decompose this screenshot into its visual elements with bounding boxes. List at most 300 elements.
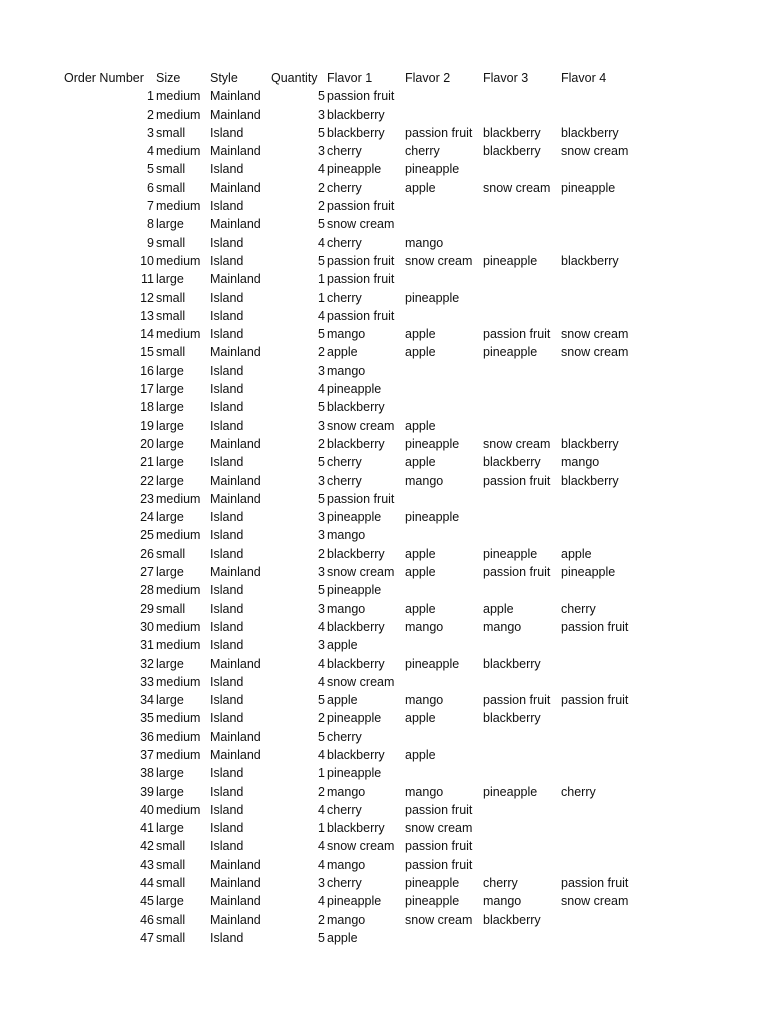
quantity-cell: 2 bbox=[318, 345, 325, 360]
quantity-cell: 2 bbox=[318, 180, 325, 195]
flavor-1-cell: pineapple bbox=[327, 510, 382, 525]
table-row bbox=[0, 325, 768, 343]
style-cell: Island bbox=[210, 199, 244, 214]
size-cell: medium bbox=[156, 253, 201, 268]
style-cell: Island bbox=[210, 253, 244, 268]
quantity-cell: 3 bbox=[318, 638, 325, 653]
flavor-3-cell: blackberry bbox=[483, 912, 541, 927]
style-cell: Mainland bbox=[210, 894, 261, 909]
order-number-cell: 7 bbox=[147, 199, 154, 214]
size-cell: small bbox=[156, 930, 186, 945]
flavor-2-cell: cherry bbox=[405, 144, 440, 159]
size-cell: large bbox=[156, 565, 184, 580]
flavor-3-cell: passion fruit bbox=[483, 565, 551, 580]
size-cell: small bbox=[156, 125, 186, 140]
size-cell: medium bbox=[156, 199, 201, 214]
quantity-cell: 3 bbox=[318, 144, 325, 159]
style-cell: Island bbox=[210, 674, 244, 689]
flavor-1-cell: snow cream bbox=[327, 839, 395, 854]
flavor-4-cell: passion fruit bbox=[561, 876, 629, 891]
flavor-1-cell: apple bbox=[327, 345, 358, 360]
flavor-1-cell: pineapple bbox=[327, 894, 382, 909]
style-cell: Mainland bbox=[210, 144, 261, 159]
flavor-4-cell: pineapple bbox=[561, 565, 616, 580]
style-cell: Island bbox=[210, 290, 244, 305]
flavor-1-cell: snow cream bbox=[327, 418, 395, 433]
quantity-cell: 5 bbox=[318, 583, 325, 598]
order-number-cell: 39 bbox=[140, 784, 154, 799]
header-flavor-4: Flavor 4 bbox=[561, 71, 607, 85]
flavor-1-cell: passion fruit bbox=[327, 308, 395, 323]
style-cell: Island bbox=[210, 711, 244, 726]
table-row bbox=[0, 289, 768, 307]
flavor-4-cell: cherry bbox=[561, 784, 596, 799]
order-number-cell: 45 bbox=[140, 894, 154, 909]
flavor-2-cell: passion fruit bbox=[405, 857, 473, 872]
quantity-cell: 5 bbox=[318, 930, 325, 945]
flavor-2-cell: pineapple bbox=[405, 162, 460, 177]
flavor-2-cell: apple bbox=[405, 418, 436, 433]
size-cell: medium bbox=[156, 144, 201, 159]
order-number-cell: 3 bbox=[147, 125, 154, 140]
table-row bbox=[0, 472, 768, 490]
flavor-4-cell: pineapple bbox=[561, 180, 616, 195]
style-cell: Island bbox=[210, 930, 244, 945]
quantity-cell: 5 bbox=[318, 455, 325, 470]
order-number-cell: 35 bbox=[140, 711, 154, 726]
flavor-2-cell: pineapple bbox=[405, 656, 460, 671]
size-cell: medium bbox=[156, 89, 201, 104]
table-row bbox=[0, 270, 768, 288]
flavor-1-cell: snow cream bbox=[327, 565, 395, 580]
style-cell: Island bbox=[210, 784, 244, 799]
order-number-cell: 18 bbox=[140, 400, 154, 415]
flavor-4-cell: snow cream bbox=[561, 144, 629, 159]
style-cell: Mainland bbox=[210, 217, 261, 232]
quantity-cell: 1 bbox=[318, 766, 325, 781]
table-row bbox=[0, 783, 768, 801]
size-cell: small bbox=[156, 601, 186, 616]
size-cell: large bbox=[156, 272, 184, 287]
style-cell: Mainland bbox=[210, 565, 261, 580]
flavor-1-cell: passion fruit bbox=[327, 199, 395, 214]
size-cell: large bbox=[156, 821, 184, 836]
size-cell: large bbox=[156, 363, 184, 378]
quantity-cell: 3 bbox=[318, 528, 325, 543]
style-cell: Island bbox=[210, 382, 244, 397]
quantity-cell: 3 bbox=[318, 418, 325, 433]
table-row bbox=[0, 563, 768, 581]
table-row bbox=[0, 234, 768, 252]
size-cell: medium bbox=[156, 638, 201, 653]
style-cell: Island bbox=[210, 839, 244, 854]
size-cell: large bbox=[156, 400, 184, 415]
flavor-2-cell: mango bbox=[405, 235, 444, 250]
size-cell: medium bbox=[156, 619, 201, 634]
flavor-2-cell: snow cream bbox=[405, 912, 473, 927]
flavor-2-cell: mango bbox=[405, 473, 444, 488]
size-cell: small bbox=[156, 308, 186, 323]
flavor-2-cell: passion fruit bbox=[405, 839, 473, 854]
header-row bbox=[0, 69, 768, 87]
flavor-4-cell: snow cream bbox=[561, 894, 629, 909]
order-number-cell: 43 bbox=[140, 857, 154, 872]
flavor-4-cell: blackberry bbox=[561, 436, 619, 451]
flavor-2-cell: pineapple bbox=[405, 876, 460, 891]
flavor-1-cell: cherry bbox=[327, 290, 362, 305]
table-row bbox=[0, 526, 768, 544]
size-cell: medium bbox=[156, 528, 201, 543]
size-cell: large bbox=[156, 436, 184, 451]
table-row bbox=[0, 691, 768, 709]
header-size: Size bbox=[156, 71, 181, 85]
table-row bbox=[0, 197, 768, 215]
quantity-cell: 4 bbox=[318, 308, 325, 323]
order-number-cell: 30 bbox=[140, 619, 154, 634]
flavor-4-cell: passion fruit bbox=[561, 619, 629, 634]
order-number-cell: 22 bbox=[140, 473, 154, 488]
flavor-3-cell: mango bbox=[483, 619, 522, 634]
table-row bbox=[0, 490, 768, 508]
flavor-4-cell: blackberry bbox=[561, 125, 619, 140]
flavor-3-cell: blackberry bbox=[483, 656, 541, 671]
order-number-cell: 47 bbox=[140, 930, 154, 945]
quantity-cell: 2 bbox=[318, 546, 325, 561]
flavor-1-cell: blackberry bbox=[327, 125, 385, 140]
table-row bbox=[0, 343, 768, 361]
flavor-1-cell: blackberry bbox=[327, 400, 385, 415]
quantity-cell: 3 bbox=[318, 565, 325, 580]
table-row bbox=[0, 142, 768, 160]
order-number-cell: 10 bbox=[140, 253, 154, 268]
size-cell: small bbox=[156, 857, 186, 872]
header-flavor-2: Flavor 2 bbox=[405, 71, 451, 85]
flavor-3-cell: cherry bbox=[483, 876, 518, 891]
order-number-cell: 29 bbox=[140, 601, 154, 616]
flavor-4-cell: blackberry bbox=[561, 473, 619, 488]
order-number-cell: 23 bbox=[140, 491, 154, 506]
size-cell: medium bbox=[156, 747, 201, 762]
quantity-cell: 4 bbox=[318, 674, 325, 689]
order-number-cell: 41 bbox=[140, 821, 154, 836]
order-number-cell: 9 bbox=[147, 235, 154, 250]
flavor-4-cell: passion fruit bbox=[561, 693, 629, 708]
size-cell: large bbox=[156, 693, 184, 708]
flavor-3-cell: passion fruit bbox=[483, 473, 551, 488]
size-cell: large bbox=[156, 382, 184, 397]
flavor-4-cell: apple bbox=[561, 546, 592, 561]
flavor-3-cell: blackberry bbox=[483, 455, 541, 470]
flavor-1-cell: mango bbox=[327, 528, 366, 543]
flavor-2-cell: mango bbox=[405, 693, 444, 708]
size-cell: large bbox=[156, 766, 184, 781]
flavor-3-cell: passion fruit bbox=[483, 693, 551, 708]
quantity-cell: 5 bbox=[318, 253, 325, 268]
style-cell: Island bbox=[210, 235, 244, 250]
flavor-2-cell: mango bbox=[405, 784, 444, 799]
size-cell: large bbox=[156, 894, 184, 909]
order-number-cell: 8 bbox=[147, 217, 154, 232]
quantity-cell: 5 bbox=[318, 491, 325, 506]
style-cell: Island bbox=[210, 821, 244, 836]
order-number-cell: 36 bbox=[140, 729, 154, 744]
quantity-cell: 5 bbox=[318, 693, 325, 708]
table-row bbox=[0, 508, 768, 526]
quantity-cell: 3 bbox=[318, 107, 325, 122]
quantity-cell: 1 bbox=[318, 821, 325, 836]
size-cell: large bbox=[156, 217, 184, 232]
table-row bbox=[0, 911, 768, 929]
table-row bbox=[0, 746, 768, 764]
flavor-1-cell: blackberry bbox=[327, 546, 385, 561]
size-cell: medium bbox=[156, 327, 201, 342]
flavor-2-cell: pineapple bbox=[405, 290, 460, 305]
order-number-cell: 13 bbox=[140, 308, 154, 323]
quantity-cell: 5 bbox=[318, 89, 325, 104]
table-row bbox=[0, 892, 768, 910]
table-row bbox=[0, 856, 768, 874]
flavor-1-cell: cherry bbox=[327, 455, 362, 470]
table-row bbox=[0, 636, 768, 654]
flavor-2-cell: apple bbox=[405, 180, 436, 195]
style-cell: Island bbox=[210, 327, 244, 342]
flavor-2-cell: pineapple bbox=[405, 510, 460, 525]
flavor-1-cell: pineapple bbox=[327, 162, 382, 177]
flavor-1-cell: passion fruit bbox=[327, 272, 395, 287]
flavor-1-cell: pineapple bbox=[327, 583, 382, 598]
flavor-3-cell: passion fruit bbox=[483, 327, 551, 342]
flavor-3-cell: blackberry bbox=[483, 144, 541, 159]
size-cell: small bbox=[156, 912, 186, 927]
table-row bbox=[0, 215, 768, 233]
size-cell: small bbox=[156, 290, 186, 305]
order-number-cell: 46 bbox=[140, 912, 154, 927]
flavor-4-cell: mango bbox=[561, 455, 600, 470]
flavor-4-cell: blackberry bbox=[561, 253, 619, 268]
flavor-3-cell: pineapple bbox=[483, 253, 538, 268]
style-cell: Island bbox=[210, 528, 244, 543]
style-cell: Island bbox=[210, 125, 244, 140]
flavor-1-cell: pineapple bbox=[327, 711, 382, 726]
quantity-cell: 2 bbox=[318, 436, 325, 451]
size-cell: medium bbox=[156, 107, 201, 122]
style-cell: Island bbox=[210, 308, 244, 323]
style-cell: Island bbox=[210, 766, 244, 781]
table-row bbox=[0, 709, 768, 727]
quantity-cell: 4 bbox=[318, 619, 325, 634]
table-row bbox=[0, 581, 768, 599]
style-cell: Island bbox=[210, 455, 244, 470]
table-row bbox=[0, 453, 768, 471]
flavor-3-cell: blackberry bbox=[483, 711, 541, 726]
quantity-cell: 5 bbox=[318, 327, 325, 342]
flavor-3-cell: snow cream bbox=[483, 436, 551, 451]
quantity-cell: 3 bbox=[318, 510, 325, 525]
flavor-2-cell: snow cream bbox=[405, 253, 473, 268]
flavor-1-cell: apple bbox=[327, 930, 358, 945]
style-cell: Mainland bbox=[210, 857, 261, 872]
flavor-2-cell: passion fruit bbox=[405, 125, 473, 140]
order-number-cell: 6 bbox=[147, 180, 154, 195]
flavor-1-cell: passion fruit bbox=[327, 253, 395, 268]
style-cell: Mainland bbox=[210, 436, 261, 451]
quantity-cell: 3 bbox=[318, 473, 325, 488]
order-number-cell: 42 bbox=[140, 839, 154, 854]
table-row bbox=[0, 124, 768, 142]
order-number-cell: 27 bbox=[140, 565, 154, 580]
quantity-cell: 4 bbox=[318, 235, 325, 250]
order-number-cell: 20 bbox=[140, 436, 154, 451]
order-number-cell: 28 bbox=[140, 583, 154, 598]
header-style: Style bbox=[210, 71, 238, 85]
quantity-cell: 4 bbox=[318, 382, 325, 397]
style-cell: Island bbox=[210, 638, 244, 653]
style-cell: Island bbox=[210, 601, 244, 616]
table-row bbox=[0, 819, 768, 837]
table-row bbox=[0, 160, 768, 178]
quantity-cell: 4 bbox=[318, 802, 325, 817]
flavor-2-cell: snow cream bbox=[405, 821, 473, 836]
style-cell: Mainland bbox=[210, 272, 261, 287]
quantity-cell: 4 bbox=[318, 839, 325, 854]
style-cell: Mainland bbox=[210, 89, 261, 104]
flavor-1-cell: mango bbox=[327, 857, 366, 872]
flavor-1-cell: snow cream bbox=[327, 217, 395, 232]
style-cell: Island bbox=[210, 418, 244, 433]
table-row bbox=[0, 673, 768, 691]
table-row bbox=[0, 417, 768, 435]
size-cell: medium bbox=[156, 711, 201, 726]
order-number-cell: 33 bbox=[140, 674, 154, 689]
header-quantity: Quantity bbox=[271, 71, 318, 85]
table-row bbox=[0, 307, 768, 325]
flavor-2-cell: apple bbox=[405, 601, 436, 616]
style-cell: Mainland bbox=[210, 473, 261, 488]
header-flavor-1: Flavor 1 bbox=[327, 71, 373, 85]
table-row bbox=[0, 764, 768, 782]
style-cell: Mainland bbox=[210, 656, 261, 671]
header-order-number: Order Number bbox=[64, 71, 144, 85]
quantity-cell: 3 bbox=[318, 876, 325, 891]
flavor-1-cell: blackberry bbox=[327, 619, 385, 634]
flavor-1-cell: cherry bbox=[327, 876, 362, 891]
order-number-cell: 4 bbox=[147, 144, 154, 159]
table-row bbox=[0, 435, 768, 453]
flavor-3-cell: apple bbox=[483, 601, 514, 616]
header-flavor-3: Flavor 3 bbox=[483, 71, 529, 85]
table-row bbox=[0, 106, 768, 124]
size-cell: large bbox=[156, 510, 184, 525]
order-number-cell: 25 bbox=[140, 528, 154, 543]
table-row bbox=[0, 398, 768, 416]
flavor-4-cell: cherry bbox=[561, 601, 596, 616]
size-cell: medium bbox=[156, 491, 201, 506]
flavor-1-cell: cherry bbox=[327, 473, 362, 488]
order-number-cell: 40 bbox=[140, 802, 154, 817]
size-cell: small bbox=[156, 162, 186, 177]
flavor-1-cell: blackberry bbox=[327, 107, 385, 122]
flavor-3-cell: snow cream bbox=[483, 180, 551, 195]
size-cell: small bbox=[156, 876, 186, 891]
flavor-4-cell: snow cream bbox=[561, 345, 629, 360]
style-cell: Mainland bbox=[210, 107, 261, 122]
flavor-3-cell: pineapple bbox=[483, 345, 538, 360]
size-cell: medium bbox=[156, 802, 201, 817]
style-cell: Island bbox=[210, 400, 244, 415]
flavor-3-cell: pineapple bbox=[483, 784, 538, 799]
table-row bbox=[0, 618, 768, 636]
style-cell: Island bbox=[210, 546, 244, 561]
size-cell: small bbox=[156, 546, 186, 561]
order-number-cell: 1 bbox=[147, 89, 154, 104]
order-number-cell: 2 bbox=[147, 107, 154, 122]
size-cell: large bbox=[156, 473, 184, 488]
order-number-cell: 32 bbox=[140, 656, 154, 671]
quantity-cell: 5 bbox=[318, 400, 325, 415]
table-row bbox=[0, 801, 768, 819]
quantity-cell: 4 bbox=[318, 162, 325, 177]
flavor-1-cell: blackberry bbox=[327, 656, 385, 671]
table-row bbox=[0, 362, 768, 380]
order-number-cell: 34 bbox=[140, 693, 154, 708]
quantity-cell: 4 bbox=[318, 747, 325, 762]
flavor-4-cell: snow cream bbox=[561, 327, 629, 342]
flavor-1-cell: snow cream bbox=[327, 674, 395, 689]
size-cell: small bbox=[156, 345, 186, 360]
quantity-cell: 1 bbox=[318, 290, 325, 305]
order-number-cell: 11 bbox=[141, 272, 154, 287]
style-cell: Island bbox=[210, 583, 244, 598]
size-cell: medium bbox=[156, 583, 201, 598]
table-row bbox=[0, 380, 768, 398]
size-cell: large bbox=[156, 784, 184, 799]
flavor-1-cell: pineapple bbox=[327, 382, 382, 397]
order-number-cell: 26 bbox=[140, 546, 154, 561]
order-sheet bbox=[0, 69, 768, 947]
flavor-2-cell: apple bbox=[405, 565, 436, 580]
table-row bbox=[0, 728, 768, 746]
order-number-cell: 37 bbox=[140, 747, 154, 762]
size-cell: small bbox=[156, 180, 186, 195]
size-cell: medium bbox=[156, 674, 201, 689]
table-row bbox=[0, 600, 768, 618]
quantity-cell: 5 bbox=[318, 217, 325, 232]
style-cell: Mainland bbox=[210, 729, 261, 744]
flavor-2-cell: apple bbox=[405, 711, 436, 726]
flavor-2-cell: apple bbox=[405, 345, 436, 360]
flavor-2-cell: apple bbox=[405, 327, 436, 342]
style-cell: Mainland bbox=[210, 345, 261, 360]
quantity-cell: 2 bbox=[318, 784, 325, 799]
quantity-cell: 3 bbox=[318, 601, 325, 616]
style-cell: Island bbox=[210, 693, 244, 708]
table-row bbox=[0, 874, 768, 892]
flavor-1-cell: blackberry bbox=[327, 436, 385, 451]
order-number-cell: 19 bbox=[140, 418, 154, 433]
flavor-1-cell: cherry bbox=[327, 802, 362, 817]
style-cell: Island bbox=[210, 619, 244, 634]
style-cell: Mainland bbox=[210, 912, 261, 927]
order-number-cell: 17 bbox=[140, 382, 154, 397]
flavor-1-cell: pineapple bbox=[327, 766, 382, 781]
flavor-2-cell: mango bbox=[405, 619, 444, 634]
table-row bbox=[0, 252, 768, 270]
order-number-cell: 15 bbox=[140, 345, 154, 360]
order-number-cell: 21 bbox=[140, 455, 154, 470]
quantity-cell: 2 bbox=[318, 711, 325, 726]
style-cell: Mainland bbox=[210, 180, 261, 195]
flavor-1-cell: passion fruit bbox=[327, 491, 395, 506]
